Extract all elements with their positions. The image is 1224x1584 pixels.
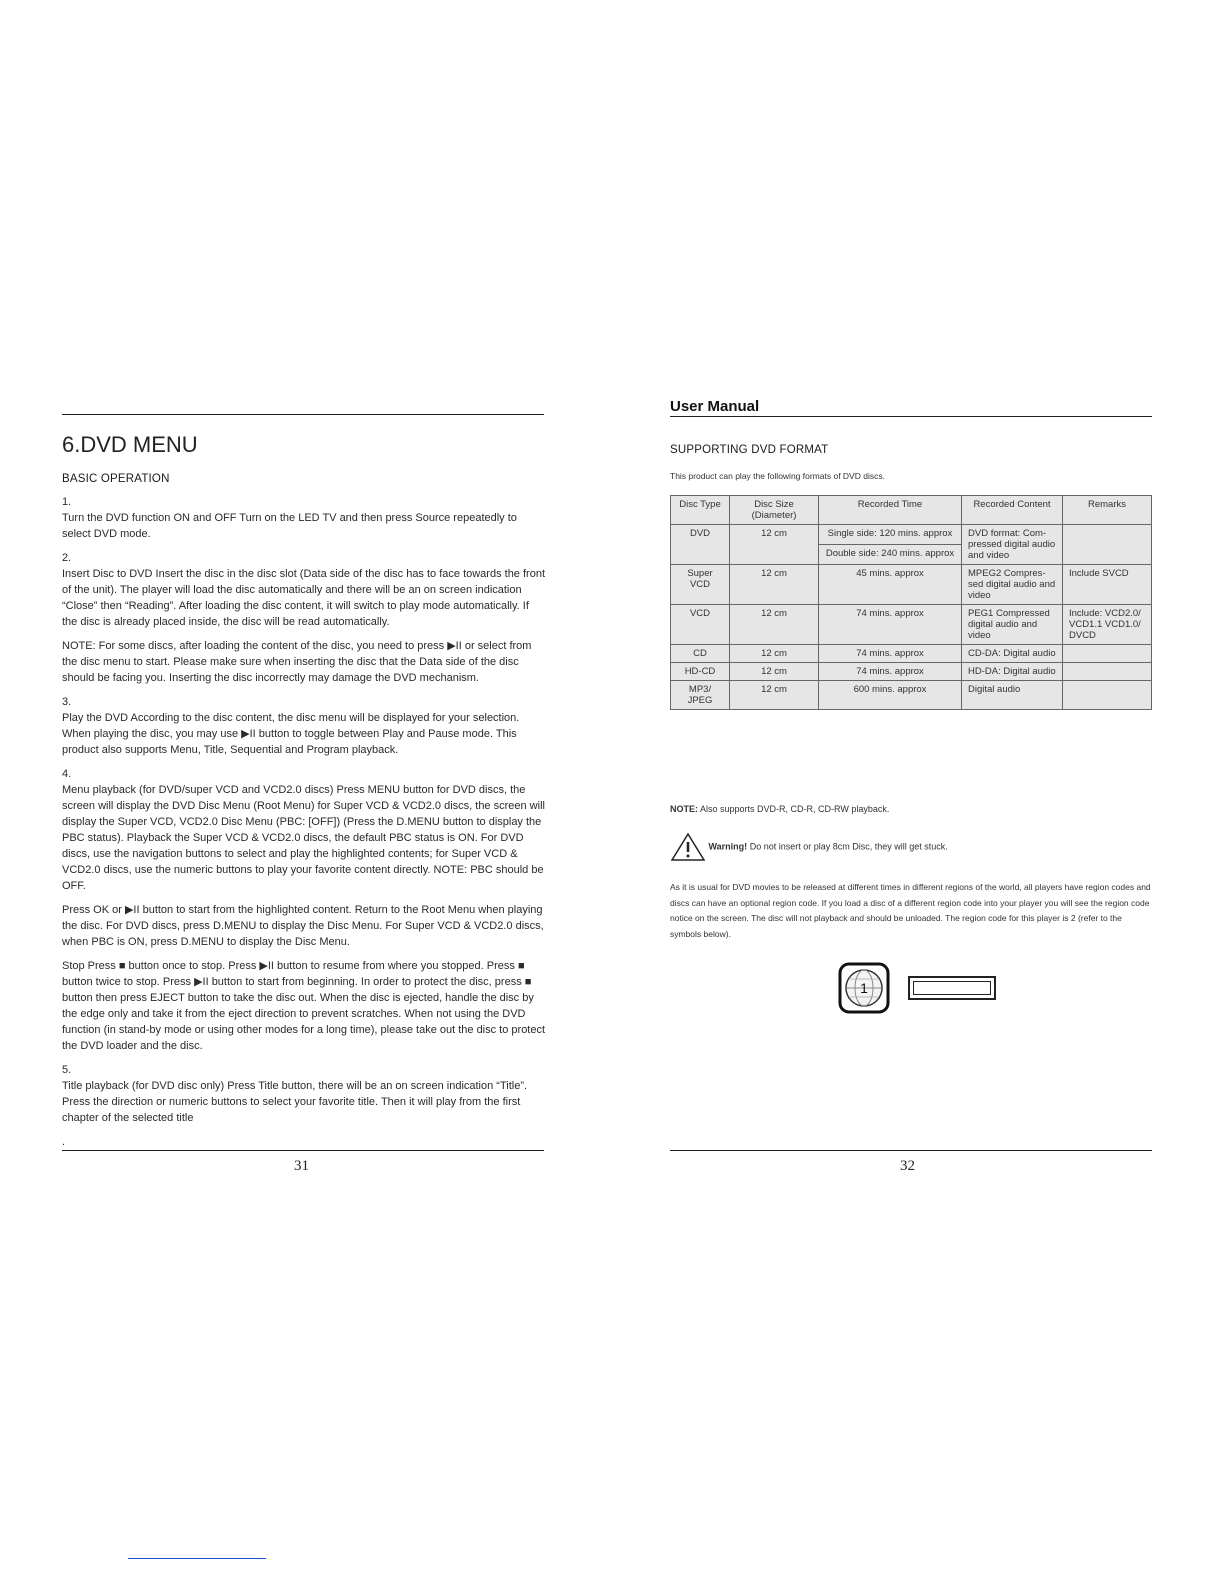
table-row: HD-CD 12 cm 74 mins. approx HD-DA: Digital audio <box>671 663 1152 681</box>
header-recorded-content: Recorded Content <box>962 496 1063 525</box>
note-text: NOTE: For some discs, after loading the content of the disc, you need to press ▶II or select from the disc menu to start. Please make sure when inserting the disc that the Data side of the disc should be facing you. Inserting the disc incorrectly may damage the DVD mechanism. <box>62 640 532 684</box>
warning-label: Warning! <box>708 841 748 852</box>
region-code-box <box>908 976 996 1000</box>
stop-paragraph <box>62 958 546 1054</box>
section-1-text: Turn the DVD function ON and OFF Turn on the LED TV and then press Source repeatedly to select DVD mode. <box>62 512 517 540</box>
section-2: 2. Insert Disc to DVD Insert the disc in the disc slot (Data side of the disc has to face towards the front of the unit). The player will load the disc automatically and there will be an on screen indication “Close” then “Reading”. After loading the disc content, it will switch to play mode automatically. If the disc is already placed inside, the disc will be read automatically. <box>62 552 545 628</box>
note-paragraph <box>62 638 546 686</box>
table-row: DVD 12 cm Single side: 120 mins. approx DVD format: Com-pressed digital audio and video <box>671 525 1152 545</box>
region-number: 1 <box>860 980 868 996</box>
format-table <box>670 495 1152 710</box>
manual-header: User Manual <box>670 398 760 415</box>
table-row: Super VCD 12 cm 45 mins. approx MPEG2 Compres-sed digital audio and video Include SVCD <box>671 565 1152 605</box>
warning <box>670 832 948 862</box>
page-title: 6.DVD MENU <box>62 432 198 457</box>
trailing-dot: . <box>62 1136 66 1148</box>
section-subtitle: BASIC OPERATION <box>62 473 170 485</box>
page-number-right: 32 <box>900 1158 915 1174</box>
header-disc-size: Disc Size (Diameter) <box>730 496 819 525</box>
bottom-link-underline <box>128 1558 266 1559</box>
section-3: 3. Play the DVD According to the disc content, the disc menu will be displayed for your selection. When playing the disc, you may use ▶II button to toggle between Play and Pause mode. This product also supports Menu, Title, Sequential and Program playback. <box>62 696 520 756</box>
note-label: NOTE: <box>670 804 698 814</box>
right-top-rule <box>670 416 1152 417</box>
format-subtitle: SUPPORTING DVD FORMAT <box>670 444 829 456</box>
left-top-rule <box>62 414 544 415</box>
header-remarks: Remarks <box>1063 496 1152 525</box>
header-recorded-time: Recorded Time <box>819 496 962 525</box>
region-globe-icon <box>838 962 890 1014</box>
section-4: 4. Menu playback (for DVD/super VCD and VCD2.0 discs) Press MENU button for DVD discs, the screen will display the DVD Disc Menu (Root Menu) for Super VCD & VCD2.0 discs, the screen will display the Super VCD, VCD2.0 Disc Menu (PBC: [OFF]) (Press the D.MENU button to display the PBC status). Playback the Super VCD & VCD2.0 discs, the default PBC status is ON. For DVD discs, use the navigation buttons to select and play the highlighted contents; for Super VCD & VCD2.0 discs, use the numeric buttons to play your favorite content directly. NOTE: PBC should be OFF. <box>62 768 545 892</box>
stop-text: Stop Press ■ button once to stop. Press ▶II button to resume from where you stopped. Press ■ button twice to stop. Press ▶II button to start from beginning. In order to protect the disc, press ■ button then press EJECT button to take the disc out. When the disc is ejected, handle the disc by the edge only and take it from the eject direction to prevent scratches. When not using the DVD function (in stand-by mode or using other modes for a long time), please take out the disc to protect the DVD loader and the disc. <box>62 960 546 1052</box>
note-body: Also supports DVD-R, CD-R, CD-RW playback. <box>700 804 890 814</box>
table-row: Double side: 240 mins. approx <box>671 545 1152 565</box>
header-disc-type: Disc Type <box>671 496 730 525</box>
table-row: VCD 12 cm 74 mins. approx PEG1 Compressed digital audio and video Include: VCD2.0/ VCD1.1 VCD1.0/ DVCD <box>671 605 1152 645</box>
format-note <box>670 804 889 814</box>
section-2-text: Insert Disc to DVD Insert the disc in the disc slot (Data side of the disc has to face towards the front of the unit). The player will load the disc automatically and there will be an on screen indication “Close” then “Reading”. After loading the disc content, it will switch to play mode automatically. If the disc is already placed inside, the disc will be read automatically. <box>62 568 545 628</box>
format-intro: This product can play the following formats of DVD discs. <box>670 471 885 481</box>
section-5: 5. Title playback (for DVD disc only) Press Title button, there will be an on screen indication “Title”. Press the direction or numeric buttons to select your favorite title. Then it will play from the first chapter of the selected title <box>62 1064 528 1124</box>
section-1: 1. Turn the DVD function ON and OFF Turn on the LED TV and then press Source repeatedly to select DVD mode. <box>62 496 517 540</box>
section-3-text: Play the DVD According to the disc content, the disc menu will be displayed for your selection. When playing the disc, you may use ▶II button to toggle between Play and Pause mode. This product also supports Menu, Title, Sequential and Program playback. <box>62 712 520 756</box>
table-row: MP3/ JPEG 12 cm 600 mins. approx Digital audio <box>671 681 1152 710</box>
ok-text: Press OK or ▶II button to start from the highlighted content. Return to the Root Menu when playing the disc. For DVD discs, press D.MENU to display the Disc Menu. For Super VCD & VCD2.0 discs, when PBC is ON, press D.MENU to display the Disc Menu. <box>62 904 544 948</box>
left-body <box>62 494 546 1158</box>
section-5-text: Title playback (for DVD disc only) Press Title button, there will be an on screen indication “Title”. Press the direction or numeric buttons to select your favorite title. Then it will play from the first chapter of the selected title <box>62 1080 528 1124</box>
warning-triangle-icon <box>670 841 709 851</box>
section-4-text: Menu playback (for DVD/super VCD and VCD2.0 discs) Press MENU button for DVD discs, the screen will display the DVD Disc Menu (Root Menu) for Super VCD & VCD2.0 discs, the screen will display the Super VCD, VCD2.0 Disc Menu (PBC: [OFF]) (Press the D.MENU button to display the PBC status). Playback the Super VCD & VCD2.0 discs, the default PBC status is ON. For DVD discs, use the navigation buttons to select and play the highlighted contents; for Super VCD & VCD2.0 discs, use the numeric buttons to play your favorite content directly. NOTE: PBC should be OFF. <box>62 784 545 892</box>
right-bottom-rule <box>670 1150 1152 1151</box>
left-bottom-rule <box>62 1150 544 1151</box>
warning-body: Do not insert or play 8cm Disc, they will get stuck. <box>749 841 948 852</box>
ok-paragraph <box>62 902 546 950</box>
table-header-row <box>671 496 1152 525</box>
region-paragraph: As it is usual for DVD movies to be released at different times in different regions of the world, all players have region codes and discs can have an optional region code. If you load a disc of a different region code into your player you will see the region code notice on the screen. The disc will not playback and should be unloaded. The region code for this player is 2 (refer to the symbols below). <box>670 882 1151 939</box>
page-number-left: 31 <box>294 1158 309 1174</box>
table-row: CD 12 cm 74 mins. approx CD-DA: Digital audio <box>671 645 1152 663</box>
